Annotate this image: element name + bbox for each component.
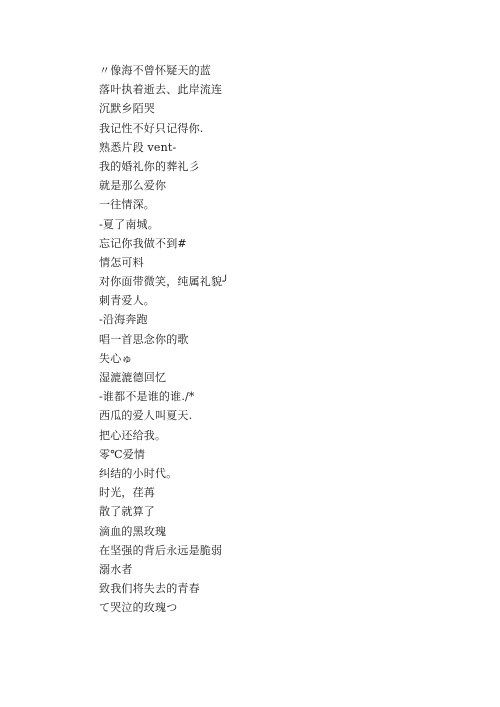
text-line: 就是那么爱你 xyxy=(99,179,167,193)
text-line: 情怎可料 xyxy=(99,255,144,269)
text-line: 滴血的黑玫瑰 xyxy=(99,524,167,538)
text-line: 唱一首思念你的歌 xyxy=(99,332,189,346)
text-line: 致我们将失去的青春 xyxy=(99,582,200,596)
text-line: -夏了南城。 xyxy=(99,217,159,231)
text-line: -谁都不是谁的谁./* xyxy=(99,390,195,404)
text-line: 时光，荏苒 xyxy=(99,486,155,500)
text-line: て哭泣的玫瑰つ xyxy=(99,601,178,615)
text-line: 刺青爱人。 xyxy=(99,294,155,308)
text-line: 我记性不好只记得你. xyxy=(99,121,204,135)
text-line: 失心ゅ xyxy=(99,351,133,365)
text-line-list xyxy=(99,61,399,617)
text-line: 溺水者 xyxy=(99,562,133,576)
text-line: 零℃爱情 xyxy=(99,447,146,461)
text-line: 纠结的小时代。 xyxy=(99,466,178,480)
text-line: 熟悉片段 vent- xyxy=(99,140,177,154)
text-line: 〃像海不曾怀疑天的蓝 xyxy=(99,64,211,77)
text-line: 湿漉漉德回忆 xyxy=(99,371,167,384)
text-line: 一往情深。 xyxy=(99,198,155,212)
text-line: 忘记你我做不到# xyxy=(99,236,187,250)
text-line: 把心还给我。 xyxy=(99,428,167,442)
text-line: -沿海奔跑 xyxy=(99,313,148,327)
text-line: 落叶执着逝去、此岸流连 xyxy=(99,83,223,97)
text-line: 散了就算了 xyxy=(99,505,155,519)
text-line: 在坚强的背后永远是脆弱 xyxy=(99,543,223,557)
text-line: 西瓜的爱人叫夏天. xyxy=(99,409,193,423)
text-line: 我的婚礼你的葬礼彡 xyxy=(99,159,200,173)
text-line: 沉默乡陌哭 xyxy=(99,102,155,116)
text-line: 对你面带微笑，纯属礼貌╯ xyxy=(99,275,230,289)
